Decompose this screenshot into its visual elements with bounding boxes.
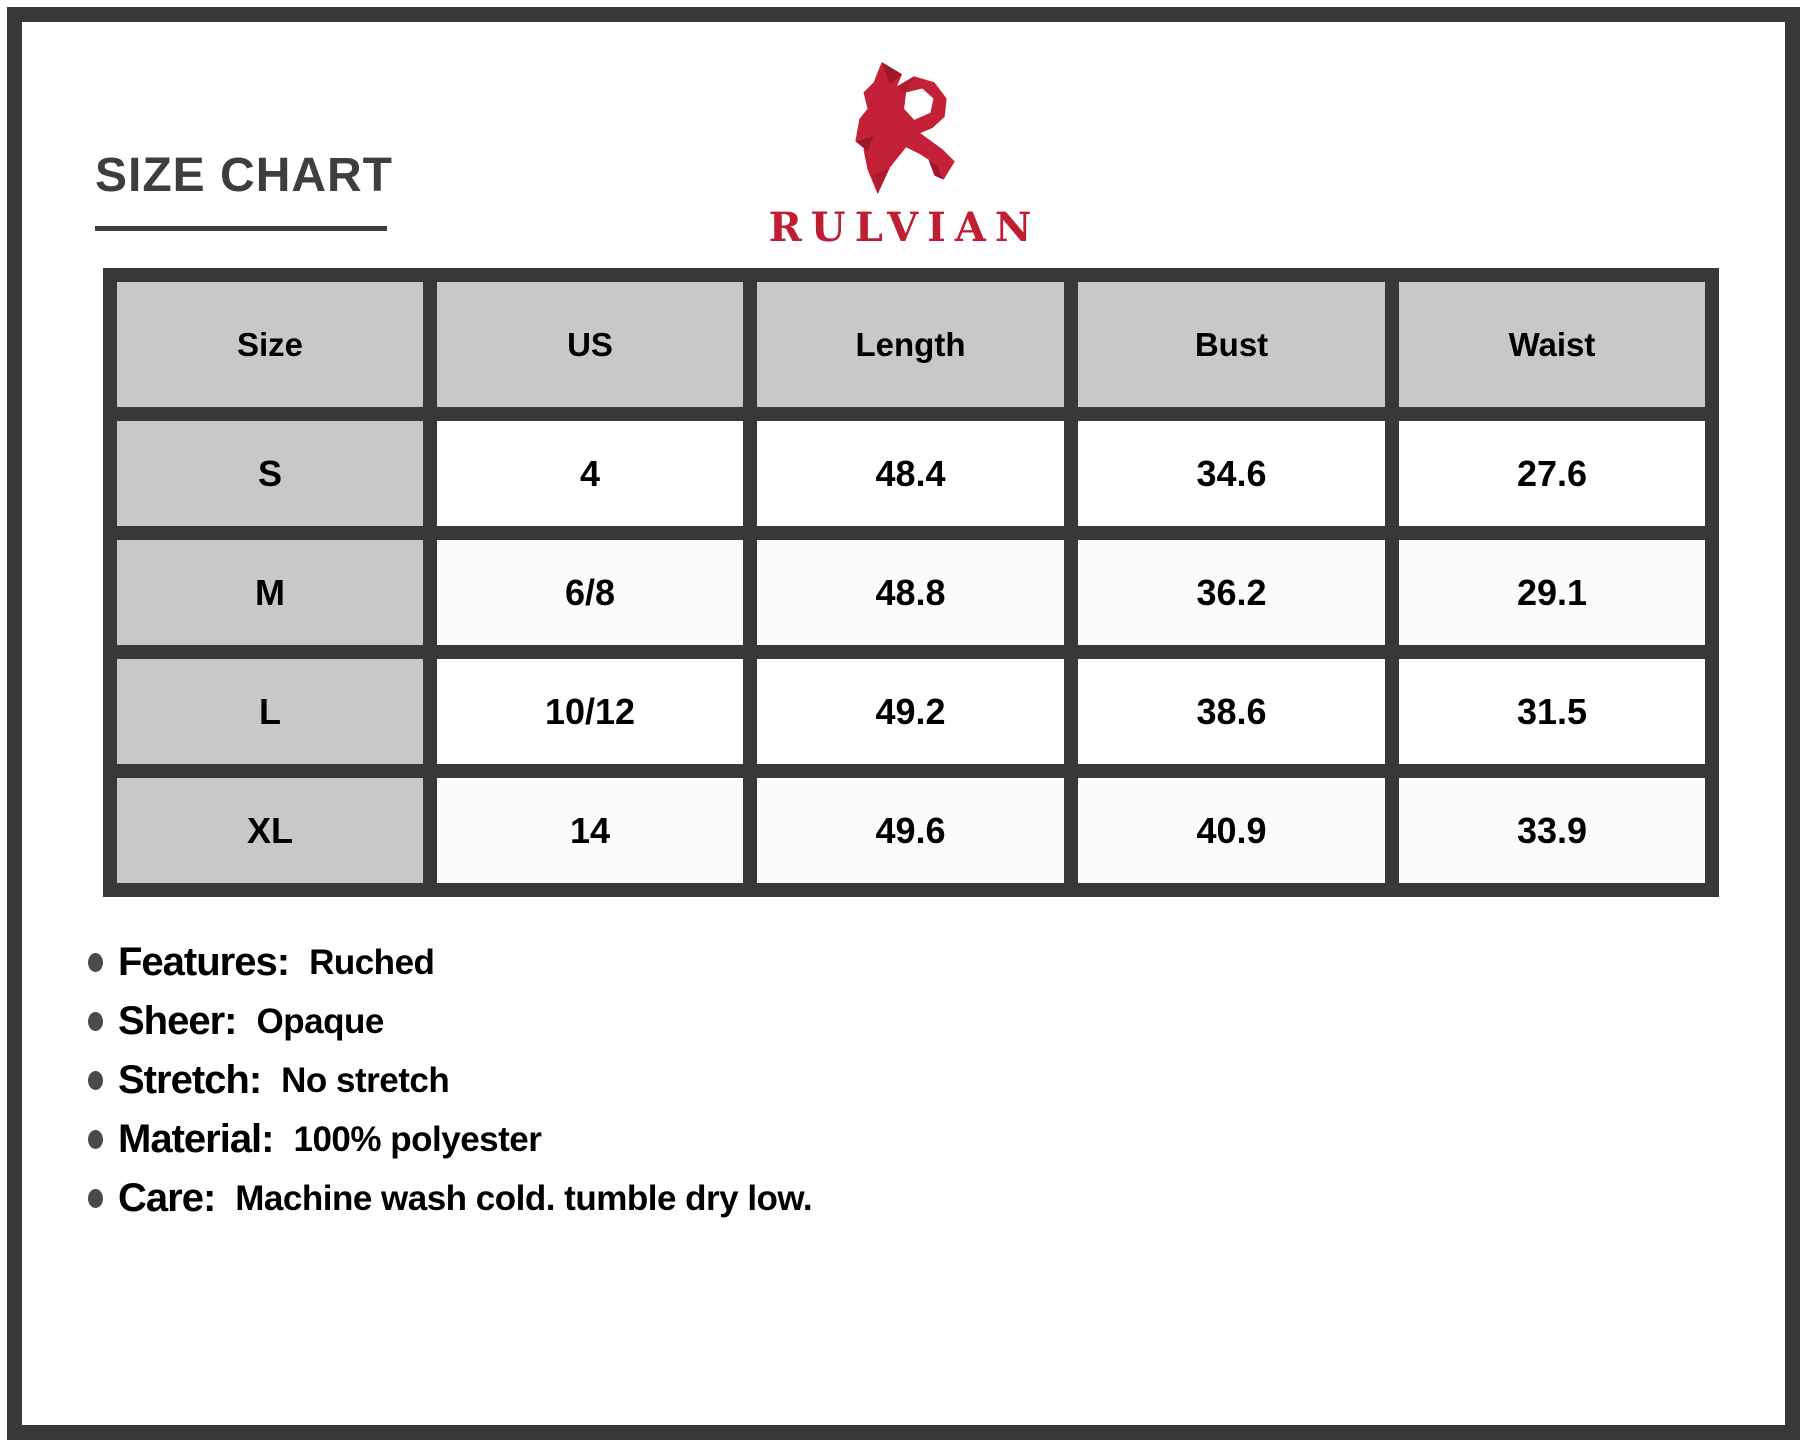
cell-xl-bust: 40.9 <box>1071 771 1392 890</box>
title-underline <box>95 226 387 231</box>
cell-s-us: 4 <box>430 414 750 533</box>
bullet-icon <box>88 1012 103 1031</box>
column-header-waist: Waist <box>1392 275 1712 414</box>
detail-item-material <box>88 1110 812 1169</box>
column-header-size: Size <box>110 275 430 414</box>
detail-item-stretch <box>88 1051 812 1110</box>
detail-item-care <box>88 1169 812 1228</box>
detail-item-sheer <box>88 992 812 1051</box>
row-label-xl: XL <box>110 771 430 890</box>
cell-xl-waist: 33.9 <box>1392 771 1712 890</box>
table-row-xl <box>110 771 1712 890</box>
brand-r-icon <box>841 56 959 198</box>
cell-l-us: 10/12 <box>430 652 750 771</box>
cell-l-bust: 38.6 <box>1071 652 1392 771</box>
cell-xl-length: 49.6 <box>750 771 1071 890</box>
bullet-icon <box>88 1130 103 1149</box>
cell-s-bust: 34.6 <box>1071 414 1392 533</box>
cell-l-length: 49.2 <box>750 652 1071 771</box>
cell-m-us: 6/8 <box>430 533 750 652</box>
detail-value: Ruched <box>309 942 435 982</box>
table-row-l <box>110 652 1712 771</box>
row-label-l: L <box>110 652 430 771</box>
detail-value: Opaque <box>256 1001 384 1041</box>
detail-item-features <box>88 933 812 992</box>
cell-xl-us: 14 <box>430 771 750 890</box>
row-label-s: S <box>110 414 430 533</box>
column-header-us: US <box>430 275 750 414</box>
detail-label: Material: <box>118 1117 274 1161</box>
product-details-list <box>88 933 812 1228</box>
cell-m-length: 48.8 <box>750 533 1071 652</box>
detail-value: No stretch <box>281 1060 450 1100</box>
cell-m-bust: 36.2 <box>1071 533 1392 652</box>
page-title: SIZE CHART <box>95 149 393 202</box>
detail-label: Features: <box>118 940 290 984</box>
table-row-s <box>110 414 1712 533</box>
cell-l-waist: 31.5 <box>1392 652 1712 771</box>
detail-label: Sheer: <box>118 999 237 1043</box>
column-header-length: Length <box>750 275 1071 414</box>
column-header-bust: Bust <box>1071 275 1392 414</box>
table-row-m <box>110 533 1712 652</box>
cell-s-waist: 27.6 <box>1392 414 1712 533</box>
size-chart-table <box>103 268 1719 897</box>
bullet-icon <box>88 1189 103 1208</box>
detail-label: Stretch: <box>118 1058 262 1102</box>
table-header-row <box>110 275 1712 414</box>
brand-logo <box>690 56 1110 251</box>
cell-s-length: 48.4 <box>750 414 1071 533</box>
detail-label: Care: <box>118 1176 216 1220</box>
cell-m-waist: 29.1 <box>1392 533 1712 652</box>
row-label-m: M <box>110 533 430 652</box>
bullet-icon <box>88 953 103 972</box>
detail-value: Machine wash cold. tumble dry low. <box>235 1178 813 1218</box>
detail-value: 100% polyester <box>293 1119 542 1159</box>
brand-wordmark: RULVIAN <box>768 204 1041 251</box>
bullet-icon <box>88 1071 103 1090</box>
